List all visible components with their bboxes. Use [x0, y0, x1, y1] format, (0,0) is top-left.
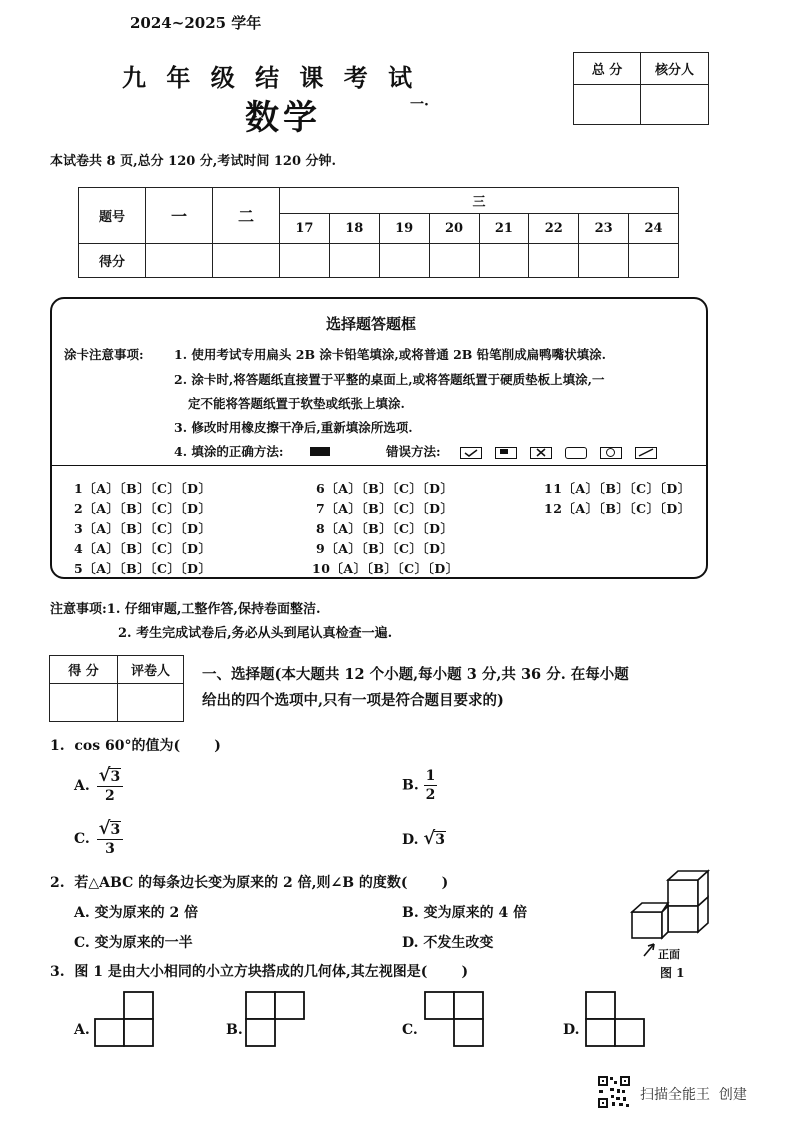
- section-three-header: 三: [280, 188, 679, 214]
- q3-option-c-figure[interactable]: [423, 990, 487, 1048]
- checker-label: 核分人: [641, 53, 709, 85]
- q3-option-d-label[interactable]: D.: [563, 1022, 580, 1038]
- total-score-cell[interactable]: [574, 85, 641, 125]
- answer-row-9[interactable]: 9〔A〕〔B〕〔C〕〔D〕: [316, 541, 454, 556]
- sqrt-sign: √: [98, 818, 111, 839]
- q1-b-fraction: [424, 767, 438, 804]
- section-one-heading-1: 一、选择题(本大题共 12 个小题,每小题 3 分,共 36 分. 在每小题: [202, 666, 629, 683]
- score-cell[interactable]: [579, 244, 629, 278]
- wrong-fill-marks: [456, 442, 661, 461]
- wrong-mark-circle: [600, 447, 622, 459]
- total-score-label: 总 分: [574, 53, 641, 85]
- answer-card-divider: [52, 465, 706, 466]
- q3-option-d-figure[interactable]: [584, 990, 648, 1048]
- q1-option-b[interactable]: [402, 767, 437, 804]
- score-row-label: 得分: [79, 244, 146, 278]
- col-21: 21: [479, 214, 529, 244]
- fill-note-4: 4. 填涂的正确方法:: [174, 444, 284, 459]
- section-score-cell[interactable]: [50, 684, 118, 722]
- fill-note-1: 1. 使用考试专用扁头 2B 涂卡铅笔填涂,或将普通 2B 铅笔削成扁鸭嘴状填涂.: [174, 347, 607, 362]
- fill-notes-label: 涂卡注意事项:: [64, 347, 144, 362]
- grader-box: [49, 655, 184, 722]
- answer-row-1[interactable]: 1〔A〕〔B〕〔C〕〔D〕: [74, 481, 212, 496]
- answer-row-5[interactable]: 5〔A〕〔B〕〔C〕〔D〕: [74, 561, 212, 576]
- q3-option-b-label[interactable]: B.: [226, 1022, 243, 1038]
- q1-option-c[interactable]: [74, 820, 123, 858]
- q3-stem: 3. 图 1 是由大小相同的小立方块搭成的几何体,其左视图是( ): [50, 964, 469, 980]
- sqrt-sign: √: [423, 828, 436, 849]
- q1-option-d[interactable]: [402, 828, 446, 849]
- score-cell[interactable]: [379, 244, 429, 278]
- school-year: 2024~2025 学年: [130, 14, 262, 32]
- col-19: 19: [379, 214, 429, 244]
- question-number-label: 题号: [79, 188, 146, 244]
- figure-1-cubes: [622, 868, 712, 948]
- q2-option-b[interactable]: B. 变为原来的 4 倍: [402, 905, 528, 921]
- q1-option-a[interactable]: [74, 767, 123, 805]
- q1-d-label: D.: [402, 832, 419, 848]
- section-one-heading-2: 给出的四个选项中,只有一项是符合题目要求的): [202, 692, 504, 709]
- q2-option-d[interactable]: D. 不发生改变: [402, 935, 494, 951]
- col-20: 20: [429, 214, 479, 244]
- q2-option-c[interactable]: C. 变为原来的一半: [74, 935, 193, 951]
- col-23: 23: [579, 214, 629, 244]
- attention-line-1: 注意事项:1. 仔细审题,工整作答,保持卷面整洁.: [50, 602, 321, 617]
- q3-option-b-figure[interactable]: [244, 990, 308, 1048]
- score-table: [78, 187, 679, 278]
- score-cell[interactable]: [280, 244, 330, 278]
- score-cell[interactable]: [529, 244, 579, 278]
- wrong-mark-outline: [565, 447, 587, 459]
- q2-option-a[interactable]: A. 变为原来的 2 倍: [74, 905, 199, 921]
- q1-b-numerator: 1: [425, 768, 436, 784]
- q1-c-denominator: 3: [105, 841, 115, 857]
- figure-1-label: 图 1: [660, 966, 685, 980]
- exam-intro: 本试卷共 8 页,总分 120 分,考试时间 120 分钟.: [50, 154, 337, 169]
- q3-option-a-figure[interactable]: [93, 990, 157, 1048]
- q1-a-fraction: [97, 767, 124, 805]
- score-cell[interactable]: [629, 244, 679, 278]
- q3-option-c-label[interactable]: C.: [402, 1022, 418, 1038]
- q1-b-label: B.: [402, 777, 419, 794]
- answer-card-title: 选择题答题框: [326, 315, 417, 333]
- q1-a-denominator: 2: [105, 788, 115, 804]
- correct-fill-mark: [310, 447, 330, 456]
- wrong-mark-partial: [495, 447, 517, 459]
- q1-c-label: C.: [74, 831, 90, 847]
- stray-mark: 一·: [410, 97, 429, 113]
- front-label: 正面: [658, 948, 680, 961]
- score-cell[interactable]: [146, 244, 213, 278]
- wrong-mark-check: [460, 447, 482, 459]
- section-one-header: 一: [146, 188, 213, 244]
- scanner-watermark: 扫描全能王 创建: [640, 1087, 747, 1103]
- score-cell[interactable]: [213, 244, 280, 278]
- answer-row-10[interactable]: 10〔A〕〔B〕〔C〕〔D〕: [312, 561, 459, 576]
- q3-option-a-label[interactable]: A.: [74, 1022, 90, 1038]
- col-22: 22: [529, 214, 579, 244]
- wrong-mark-slash: [635, 447, 657, 459]
- q1-d-radicand: 3: [435, 832, 445, 848]
- fill-note-2a: 2. 涂卡时,将答题纸直接置于平整的桌面上,或将答题纸置于硬质垫板上填涂,一: [174, 372, 605, 387]
- subject-title: 数学: [245, 98, 321, 138]
- col-24: 24: [629, 214, 679, 244]
- section-score-label: 得 分: [50, 656, 118, 684]
- q2-stem: 2. 若△ABC 的每条边长变为原来的 2 倍,则∠B 的度数( ): [50, 875, 449, 891]
- q1-a-label: A.: [74, 778, 90, 794]
- score-cell[interactable]: [329, 244, 379, 278]
- fill-note-3: 3. 修改时用橡皮擦干净后,重新填涂所选项.: [174, 420, 413, 435]
- section-two-header: 二: [213, 188, 280, 244]
- q1-b-denominator: 2: [425, 787, 436, 803]
- score-cell[interactable]: [479, 244, 529, 278]
- answer-row-11[interactable]: 11〔A〕〔B〕〔C〕〔D〕: [544, 481, 691, 496]
- grader-cell[interactable]: [118, 684, 184, 722]
- score-cell[interactable]: [429, 244, 479, 278]
- answer-row-2[interactable]: 2〔A〕〔B〕〔C〕〔D〕: [74, 501, 212, 516]
- front-arrow-icon: [640, 938, 660, 958]
- answer-row-4[interactable]: 4〔A〕〔B〕〔C〕〔D〕: [74, 541, 212, 556]
- grader-label: 评卷人: [118, 656, 184, 684]
- qr-code-icon: [597, 1075, 631, 1109]
- answer-row-8[interactable]: 8〔A〕〔B〕〔C〕〔D〕: [316, 521, 454, 536]
- wrong-method-label: 错误方法:: [386, 444, 441, 459]
- wrong-mark-cross: [530, 447, 552, 459]
- attention-line-2: 2. 考生完成试卷后,务必从头到尾认真检查一遍.: [118, 626, 393, 641]
- q1-stem: 1. cos 60°的值为( ): [50, 738, 221, 754]
- col-17: 17: [280, 214, 330, 244]
- q1-a-radicand: 3: [110, 769, 121, 785]
- exam-title: 九 年 级 结 课 考 试: [122, 63, 419, 92]
- answer-row-7[interactable]: 7〔A〕〔B〕〔C〕〔D〕: [316, 501, 454, 516]
- sqrt-sign: √: [98, 765, 111, 786]
- fill-note-2b: 定不能将答题纸置于软垫或纸张上填涂.: [188, 396, 405, 411]
- col-18: 18: [329, 214, 379, 244]
- q1-c-radicand: 3: [110, 822, 121, 838]
- total-score-box: [573, 52, 709, 125]
- answer-row-12[interactable]: 12〔A〕〔B〕〔C〕〔D〕: [544, 501, 691, 516]
- checker-cell[interactable]: [641, 85, 709, 125]
- q1-c-fraction: [97, 820, 124, 858]
- answer-row-3[interactable]: 3〔A〕〔B〕〔C〕〔D〕: [74, 521, 212, 536]
- answer-row-6[interactable]: 6〔A〕〔B〕〔C〕〔D〕: [316, 481, 454, 496]
